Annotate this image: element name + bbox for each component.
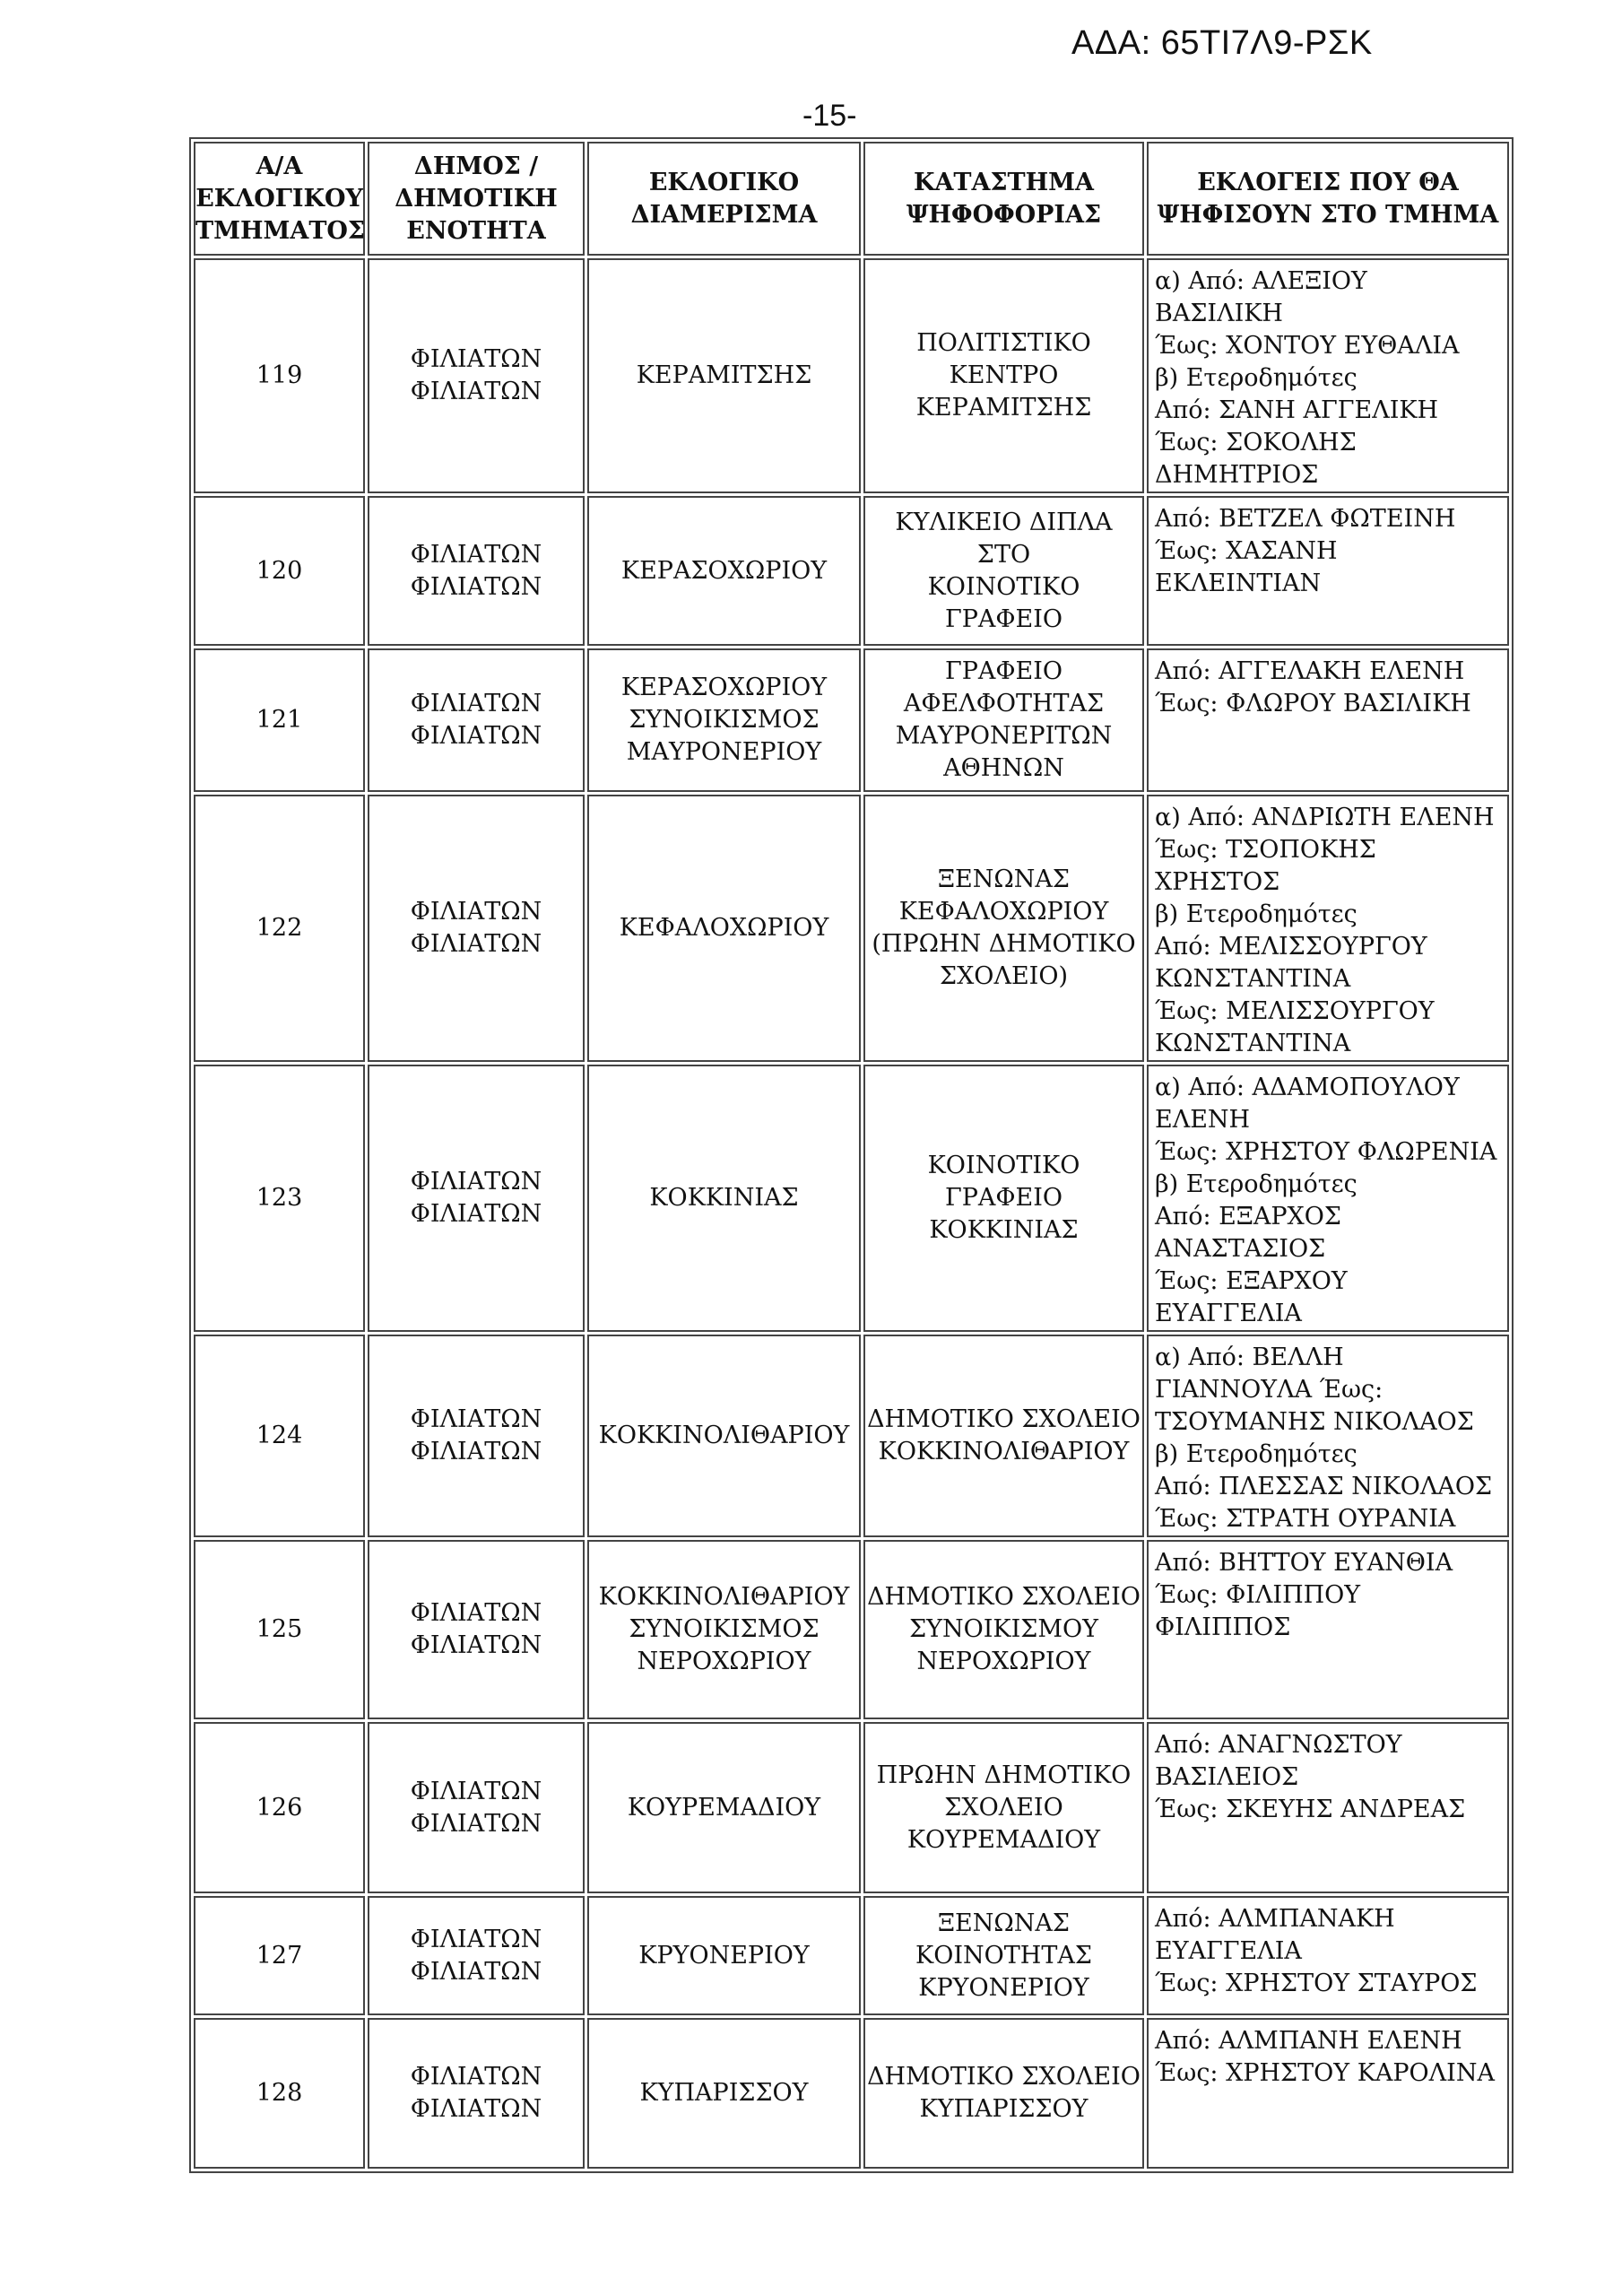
cell-line: (ΠΡΩΗΝ ΔΗΜΟΤΙΚΟ	[872, 930, 1136, 958]
table-row	[194, 1540, 1509, 1719]
cell-line: ΦΙΛΙΑΤΩΝ	[410, 1631, 542, 1659]
cell-line: ΦΙΛΙΑΤΩΝ	[410, 2063, 542, 2091]
cell-line: ΑΦΕΛΦΟΤΗΤΑΣ	[903, 690, 1105, 718]
cell-line: ΣΥΝΟΙΚΙΣΜΟΣ	[629, 1615, 820, 1643]
cell-line: ΣΥΝΟΙΚΙΣΜΟΣ	[629, 706, 820, 734]
electoral-district-cell	[587, 496, 861, 646]
cell-line: ΣΧΟΛΕΙΟ	[944, 1793, 1063, 1822]
table-row	[194, 1896, 1509, 2015]
voters-cell: α) Από: ΑΝΔΡΙΩΤΗ ΕΛΕΝΗ Έως: ΤΣΟΠΟΚΗΣ ΧΡΗΣΤΟΣ β) Ετεροδημότες Από: ΜΕΛΙΣΣΟΥΡΓΟΥ ΚΩΝΣΤΑΝΤΙΝΑ Έως: ΜΕΛΙΣΣΟΥΡΓΟΥ ΚΩΝΣΤΑΝΤΙΝΑ	[1147, 795, 1509, 1062]
cell-line: ΚΟΥΡΕΜΑΔΙΟΥ	[627, 1793, 821, 1822]
cell-line: ΝΕΡΟΧΩΡΙΟΥ	[637, 1648, 811, 1675]
municipality-cell	[368, 1335, 585, 1537]
table-row	[194, 258, 1509, 493]
polling-place-cell	[863, 1896, 1144, 2015]
column-header	[863, 142, 1144, 256]
cell-line: ΚΟΙΝΟΤΗΤΑΣ	[915, 1941, 1092, 1970]
cell-line: ΚΟΚΚΙΝΙΑΣ	[929, 1216, 1079, 1244]
municipality-cell	[368, 795, 585, 1062]
cell-line: ΦΙΛΙΑΤΩΝ	[410, 1200, 542, 1228]
cell-line: ΨΗΦΙΣΟΥΝ ΣΤΟ ΤΜΗΜΑ	[1157, 200, 1499, 229]
cell-line: ΦΙΛΙΑΤΩΝ	[410, 690, 542, 718]
cell-line: ΔΗΜΟΣ /	[413, 152, 539, 180]
electoral-district-cell	[587, 258, 861, 493]
table-row	[194, 1335, 1509, 1537]
electoral-district-cell	[587, 1896, 861, 2015]
polling-place-cell	[863, 2018, 1144, 2169]
cell-line: ΞΕΝΩΝΑΣ	[938, 1909, 1070, 1937]
cell-line: ΦΙΛΙΑΤΩΝ	[410, 722, 542, 750]
polling-place-cell	[863, 258, 1144, 493]
cell-line: ΕΚΛΟΓΕΙΣ ΠΟΥ ΘΑ	[1197, 168, 1459, 196]
section-number: 128	[194, 2018, 365, 2169]
electoral-district-cell	[587, 2018, 861, 2169]
voters-cell: Από: ΑΓΓΕΛΑΚΗ ΕΛΕΝΗ Έως: ΦΛΩΡΟΥ ΒΑΣΙΛΙΚΗ	[1147, 648, 1509, 792]
cell-line: ΦΙΛΙΑΤΩΝ	[410, 1168, 542, 1196]
table-row	[194, 795, 1509, 1062]
cell-line: ΚΟΚΚΙΝΟΛΙΘΑΡΙΟΥ	[598, 1422, 850, 1449]
electoral-district-cell	[587, 1722, 861, 1893]
voters-cell: Από: ΑΝΑΓΝΩΣΤΟΥ ΒΑΣΙΛΕΙΟΣ Έως: ΣΚΕΥΗΣ ΑΝΔΡΕΑΣ	[1147, 1722, 1509, 1893]
cell-line: ΔΙΑΜΕΡΙΣΜΑ	[630, 200, 818, 229]
voters-cell: Από: ΒΕΤΖΕΛ ΦΩΤΕΙΝΗ Έως: ΧΑΣΑΝΗ ΕΚΛΕΙΝΤΙΑΝ	[1147, 496, 1509, 646]
cell-line: ΚΥΠΑΡΙΣΣΟΥ	[639, 2079, 809, 2107]
cell-line: ΦΙΛΙΑΤΩΝ	[410, 2095, 542, 2123]
cell-line: ΦΙΛΙΑΤΩΝ	[410, 1599, 542, 1627]
cell-line: ΦΙΛΙΑΤΩΝ	[410, 1809, 542, 1838]
cell-line: ΚΑΤΑΣΤΗΜΑ	[914, 168, 1094, 196]
cell-line: ΨΗΦΟΦΟΡΙΑΣ	[906, 200, 1102, 229]
municipality-cell	[368, 1540, 585, 1719]
cell-line: ΕΚΛΟΓΙΚΟ	[648, 168, 800, 196]
cell-line: ΚΕΦΑΛΟΧΩΡΙΟΥ	[898, 898, 1109, 926]
voters-cell: Από: ΑΛΜΠΑΝΗ ΕΛΕΝΗ Έως: ΧΡΗΣΤΟΥ ΚΑΡΟΛΙΝΑ	[1147, 2018, 1509, 2169]
cell-line: ΚΕΡΑΜΙΤΣΗΣ	[636, 361, 812, 389]
cell-line: ΔΗΜΟΤΙΚΟ ΣΧΟΛΕΙΟ	[867, 1405, 1141, 1433]
cell-line: ΓΡΑΦΕΙΟ	[944, 657, 1063, 685]
electoral-district-cell	[587, 1335, 861, 1537]
cell-line: ΦΙΛΙΑΤΩΝ	[410, 540, 542, 569]
cell-line: ΦΙΛΙΑΤΩΝ	[410, 898, 542, 926]
cell-line: ΦΙΛΙΑΤΩΝ	[410, 1405, 542, 1433]
table-row	[194, 496, 1509, 646]
table-row	[194, 1065, 1509, 1332]
cell-line: Α/Α	[256, 152, 303, 180]
cell-line: ΚΡΥΟΝΕΡΙΟΥ	[918, 1973, 1089, 2002]
municipality-cell	[368, 1065, 585, 1332]
cell-line: ΑΘΗΝΩΝ	[943, 754, 1064, 782]
voters-cell: Από: ΒΗΤΤΟΥ ΕΥΑΝΘΙΑ Έως: ΦΙΛΙΠΠΟΥ ΦΙΛΙΠΠΟΣ	[1147, 1540, 1509, 1719]
section-number: 119	[194, 258, 365, 493]
cell-line: ΞΕΝΩΝΑΣ	[938, 865, 1070, 893]
section-number: 126	[194, 1722, 365, 1893]
cell-line: ΣΧΟΛΕΙΟ)	[940, 962, 1068, 990]
cell-line: ΦΙΛΙΑΤΩΝ	[410, 572, 542, 601]
table-header-row	[194, 142, 1509, 256]
polling-stations-table	[189, 137, 1514, 2173]
cell-line: ΚΥΛΙΚΕΙΟ ΔΙΠΛΑ ΣΤΟ	[895, 508, 1113, 569]
cell-line: ΦΙΛΙΑΤΩΝ	[410, 1925, 542, 1953]
cell-line: ΚΟΥΡΕΜΑΔΙΟΥ	[906, 1825, 1101, 1854]
column-header	[194, 142, 365, 256]
polling-place-cell	[863, 795, 1144, 1062]
voters-cell: α) Από: ΒΕΛΛΗ ΓΙΑΝΝΟΥΛΑ Έως: ΤΣΟΥΜΑΝΗΣ ΝΙΚΟΛΑΟΣ β) Ετεροδημότες Από: ΠΛΕΣΣΑΣ ΝΙΚΟΛΑΟΣ Έως: ΣΤΡΑΤΗ ΟΥΡΑΝΙΑ	[1147, 1335, 1509, 1537]
cell-line: ΚΟΙΝΟΤΙΚΟ ΓΡΑΦΕΙΟ	[927, 572, 1080, 633]
table-row	[194, 1722, 1509, 1893]
cell-line: ΚΟΙΝΟΤΙΚΟ ΓΡΑΦΕΙΟ	[927, 1152, 1080, 1212]
section-number: 123	[194, 1065, 365, 1332]
cell-line: ΦΙΛΙΑΤΩΝ	[410, 1957, 542, 1986]
table-row	[194, 2018, 1509, 2169]
ada-code: ΑΔΑ: 65ΤΙ7Λ9-ΡΣΚ	[1071, 24, 1373, 62]
municipality-cell	[368, 2018, 585, 2169]
cell-line: ΠΟΛΙΤΙΣΤΙΚΟ ΚΕΝΤΡΟ	[916, 329, 1091, 389]
municipality-cell	[368, 648, 585, 792]
cell-line: ΜΑΥΡΟΝΕΡΙΟΥ	[626, 738, 822, 766]
section-number: 127	[194, 1896, 365, 2015]
cell-line: ΚΥΠΑΡΙΣΣΟΥ	[919, 2095, 1089, 2123]
voters-cell: α) Από: ΑΛΕΞΙΟΥ ΒΑΣΙΛΙΚΗ Έως: ΧΟΝΤΟΥ ΕΥΘΑΛΙΑ β) Ετεροδημότες Από: ΣΑΝΗ ΑΓΓΕΛΙΚΗ Έως: ΣΟΚΟΛΗΣ ΔΗΜΗΤΡΙΟΣ	[1147, 258, 1509, 493]
cell-line: ΕΝΟΤΗΤΑ	[406, 216, 546, 245]
cell-line: ΦΙΛΙΑΤΩΝ	[410, 1438, 542, 1465]
cell-line: ΕΚΛΟΓΙΚΟΥ	[195, 184, 363, 213]
cell-line: ΜΑΥΡΟΝΕΡΙΤΩΝ	[895, 722, 1113, 750]
polling-place-cell	[863, 1335, 1144, 1537]
voters-cell: Από: ΑΛΜΠΑΝΑΚΗ ΕΥΑΓΓΕΛΙΑ Έως: ΧΡΗΣΤΟΥ ΣΤΑΥΡΟΣ	[1147, 1896, 1509, 2015]
municipality-cell	[368, 496, 585, 646]
section-number: 121	[194, 648, 365, 792]
electoral-district-cell	[587, 795, 861, 1062]
section-number: 125	[194, 1540, 365, 1719]
section-number: 124	[194, 1335, 365, 1537]
cell-line: ΤΜΗΜΑΤΟΣ	[195, 216, 366, 245]
cell-line: ΚΕΡΑΜΙΤΣΗΣ	[915, 394, 1092, 422]
cell-line: ΔΗΜΟΤΙΚΟ ΣΧΟΛΕΙΟ	[867, 1583, 1141, 1611]
column-header	[368, 142, 585, 256]
cell-line: ΝΕΡΟΧΩΡΙΟΥ	[916, 1648, 1091, 1675]
polling-place-cell	[863, 1540, 1144, 1719]
cell-line: ΣΥΝΟΙΚΙΣΜΟΥ	[909, 1615, 1098, 1643]
cell-line: ΠΡΩΗΝ ΔΗΜΟΤΙΚΟ	[876, 1761, 1132, 1789]
cell-line: ΚΟΚΚΙΝΙΑΣ	[649, 1184, 799, 1212]
polling-place-cell	[863, 1722, 1144, 1893]
cell-line: ΦΙΛΙΑΤΩΝ	[410, 345, 542, 373]
polling-place-cell	[863, 496, 1144, 646]
voters-cell: α) Από: ΑΔΑΜΟΠΟΥΛΟΥ ΕΛΕΝΗ Έως: ΧΡΗΣΤΟΥ ΦΛΩΡΕΝΙΑ β) Ετεροδημότες Από: ΕΞΑΡΧΟΣ ΑΝΑΣΤΑΣΙΟΣ Έως: ΕΞΑΡΧΟΥ ΕΥΑΓΓΕΛΙΑ	[1147, 1065, 1509, 1332]
section-number: 122	[194, 795, 365, 1062]
municipality-cell	[368, 258, 585, 493]
municipality-cell	[368, 1722, 585, 1893]
cell-line: ΔΗΜΟΤΙΚΟ ΣΧΟΛΕΙΟ	[867, 2063, 1141, 2091]
municipality-cell	[368, 1896, 585, 2015]
page-number: -15-	[802, 99, 857, 133]
column-header	[587, 142, 861, 256]
section-number: 120	[194, 496, 365, 646]
electoral-district-cell	[587, 1540, 861, 1719]
cell-line: ΚΟΚΚΙΝΟΛΙΘΑΡΙΟΥ	[598, 1583, 850, 1611]
cell-line: ΦΙΛΙΑΤΩΝ	[410, 930, 542, 958]
cell-line: ΔΗΜΟΤΙΚΗ	[395, 184, 558, 213]
table-row	[194, 648, 1509, 792]
electoral-district-cell	[587, 648, 861, 792]
column-header	[1147, 142, 1509, 256]
cell-line: ΚΕΡΑΣΟΧΩΡΙΟΥ	[620, 674, 828, 701]
cell-line: ΚΡΥΟΝΕΡΙΟΥ	[638, 1941, 810, 1970]
polling-place-cell	[863, 1065, 1144, 1332]
electoral-district-cell	[587, 1065, 861, 1332]
cell-line: ΚΕΡΑΣΟΧΩΡΙΟΥ	[620, 556, 828, 585]
cell-line: ΦΙΛΙΑΤΩΝ	[410, 378, 542, 405]
polling-place-cell	[863, 648, 1144, 792]
cell-line: ΚΟΚΚΙΝΟΛΙΘΑΡΙΟΥ	[878, 1438, 1130, 1465]
cell-line: ΦΙΛΙΑΤΩΝ	[410, 1777, 542, 1805]
cell-line: ΚΕΦΑΛΟΧΩΡΙΟΥ	[619, 914, 829, 942]
